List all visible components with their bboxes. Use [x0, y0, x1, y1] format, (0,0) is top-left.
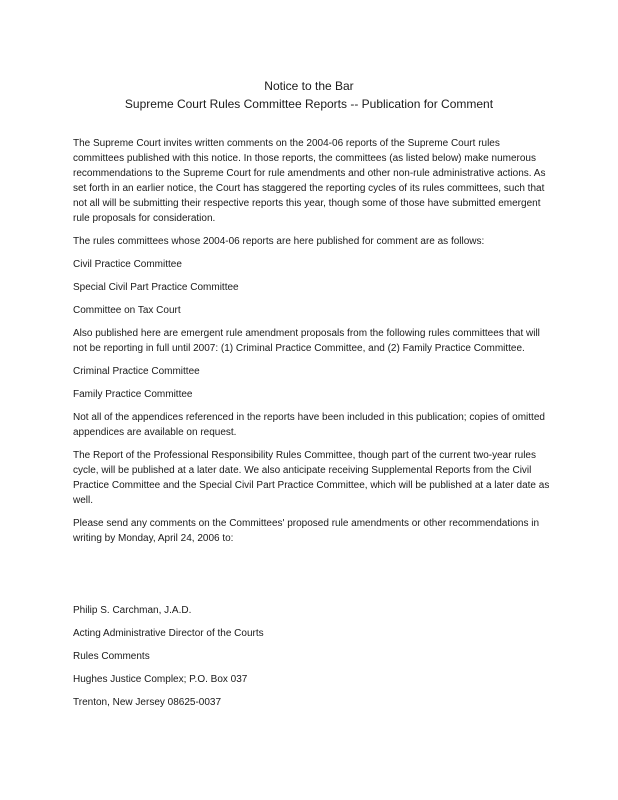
professional-responsibility-paragraph: The Report of the Professional Responsibility Rules Committee, though part of the current two-year rules cycle, will be published at a later date. We also anticipate receiving Supplemental Reports from the Civil Practice Committee and the Special Civil Part Practice Committee, which will be published at a later date as well. [73, 450, 550, 506]
signature-title: Acting Administrative Director of the Courts [73, 628, 264, 639]
committee-item: Civil Practice Committee [73, 259, 182, 270]
page-subtitle: Supreme Court Rules Committee Reports -- Publication for Comment [124, 97, 494, 111]
signature-dept: Rules Comments [73, 651, 150, 662]
emergent-intro-paragraph: Also published here are emergent rule amendment proposals from the following rules committees that will not be reporting in full until 2007: (1) Criminal Practice Committee, and (2) Family Practice Committee. [73, 328, 540, 354]
notice-body [73, 136, 551, 554]
emergent-committee-item: Criminal Practice Committee [73, 366, 200, 377]
appendices-paragraph: Not all of the appendices referenced in the reports have been included in this publication; copies of omitted appendices are available on request. [73, 412, 545, 438]
signature-city: Trenton, New Jersey 08625-0037 [73, 697, 222, 708]
emergent-committee-item: Family Practice Committee [73, 389, 193, 400]
committees-intro-paragraph: The rules committees whose 2004-06 reports are here published for comment are as follows: [73, 236, 485, 247]
signature-block [73, 603, 473, 718]
intro-paragraph: The Supreme Court invites written comments on the 2004-06 reports of the Supreme Court rules committees published with this notice. In those reports, the committees (as listed below) make numerous recommendations to the Supreme Court for rule amendments and other non-rule administrative actions. As set forth in an earlier notice, the Court has staggered the reporting cycles of its rules committees, such that not all will be submitting their respective reports this year, though some of those have submitted emergent rule proposals for consideration. [73, 138, 546, 224]
send-comments-paragraph: Please send any comments on the Committees' proposed rule amendments or other recommendations in writing by Monday, April 24, 2006 to: [73, 518, 540, 544]
signature-address: Hughes Justice Complex; P.O. Box 037 [73, 674, 248, 685]
signature-name: Philip S. Carchman, J.A.D. [73, 605, 192, 616]
committee-item: Committee on Tax Court [73, 305, 181, 316]
committee-item: Special Civil Part Practice Committee [73, 282, 239, 293]
page-title: Notice to the Bar [264, 79, 354, 93]
